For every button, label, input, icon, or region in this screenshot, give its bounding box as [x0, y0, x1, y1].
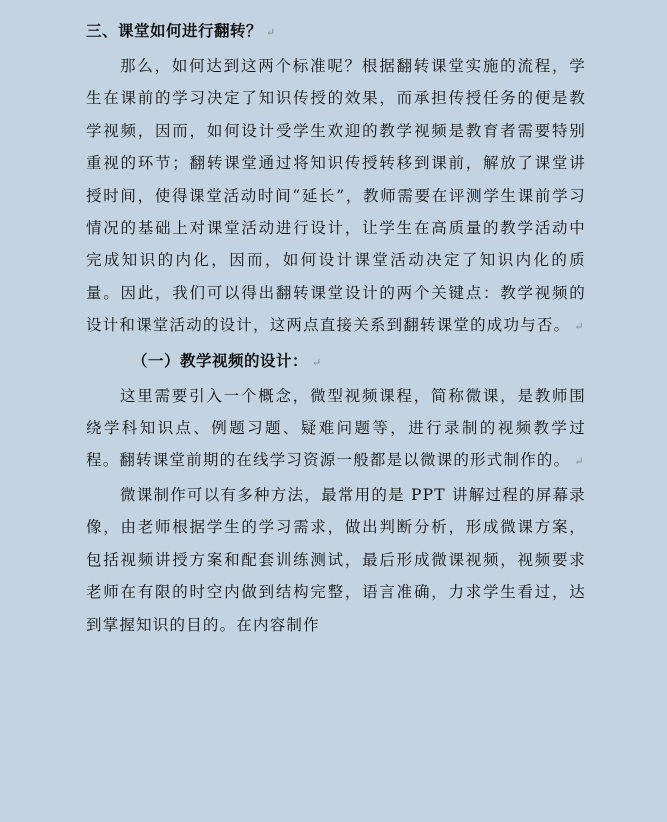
paragraph	[86, 50, 586, 344]
paragraph-mark-icon: ↵	[574, 320, 584, 334]
paragraph-mark-icon: ↵	[574, 455, 584, 469]
paragraph-text: 这里需要引入一个概念，微型视频课程，简称微课，是教师围绕学科知识点、例题习题、疑难问题等，进行录制的视频教学过程。翻转课堂前期的在线学习资源一般都是以微课的形式制作的。	[86, 386, 586, 470]
subsection-heading-text: （一）教学视频的设计：	[132, 350, 309, 370]
paragraph-text: 微课制作可以有多种方法，最常用的是 PPT 讲解过程的屏幕录像，由老师根据学生的学习需求，做出判断分析，形成微课方案，包括视频讲授方案和配套训练测试，最后形成微课视频，视频要求老师在有限的时空内做到结构完整，语言准确，力求学生看过，达到掌握知识的目的。在内容制作	[86, 485, 586, 634]
paragraph	[86, 380, 586, 479]
paragraph	[86, 479, 586, 641]
section-heading	[86, 14, 586, 50]
document-body	[86, 14, 586, 641]
section-heading-text: 三、课堂如何进行翻转？	[86, 21, 263, 40]
paragraph-text: 那么，如何达到这两个标准呢？根据翻转课堂实施的流程，学生在课前的学习决定了知识传授的效果，而承担传授任务的便是教学视频，因而，如何设计受学生欢迎的教学视频是教育者需要特别重视的环节；翻转课堂通过将知识传授转移到课前，解放了课堂讲授时间，使得课堂活动时间“延长”，教师需要在评测学生课前学习情况的基础上对课堂活动进行设计，让学生在高质量的教学活动中完成知识的内化，因而，如何设计课堂活动决定了知识内化的质量。因此，我们可以得出翻转课堂设计的两个关键点：教学视频的设计和课堂活动的设计，这两点直接关系到翻转课堂的成功与否。	[86, 57, 586, 335]
paragraph-mark-icon: ↵	[312, 355, 322, 369]
paragraph-mark-icon: ↵	[266, 26, 276, 39]
subsection-heading	[86, 344, 586, 380]
